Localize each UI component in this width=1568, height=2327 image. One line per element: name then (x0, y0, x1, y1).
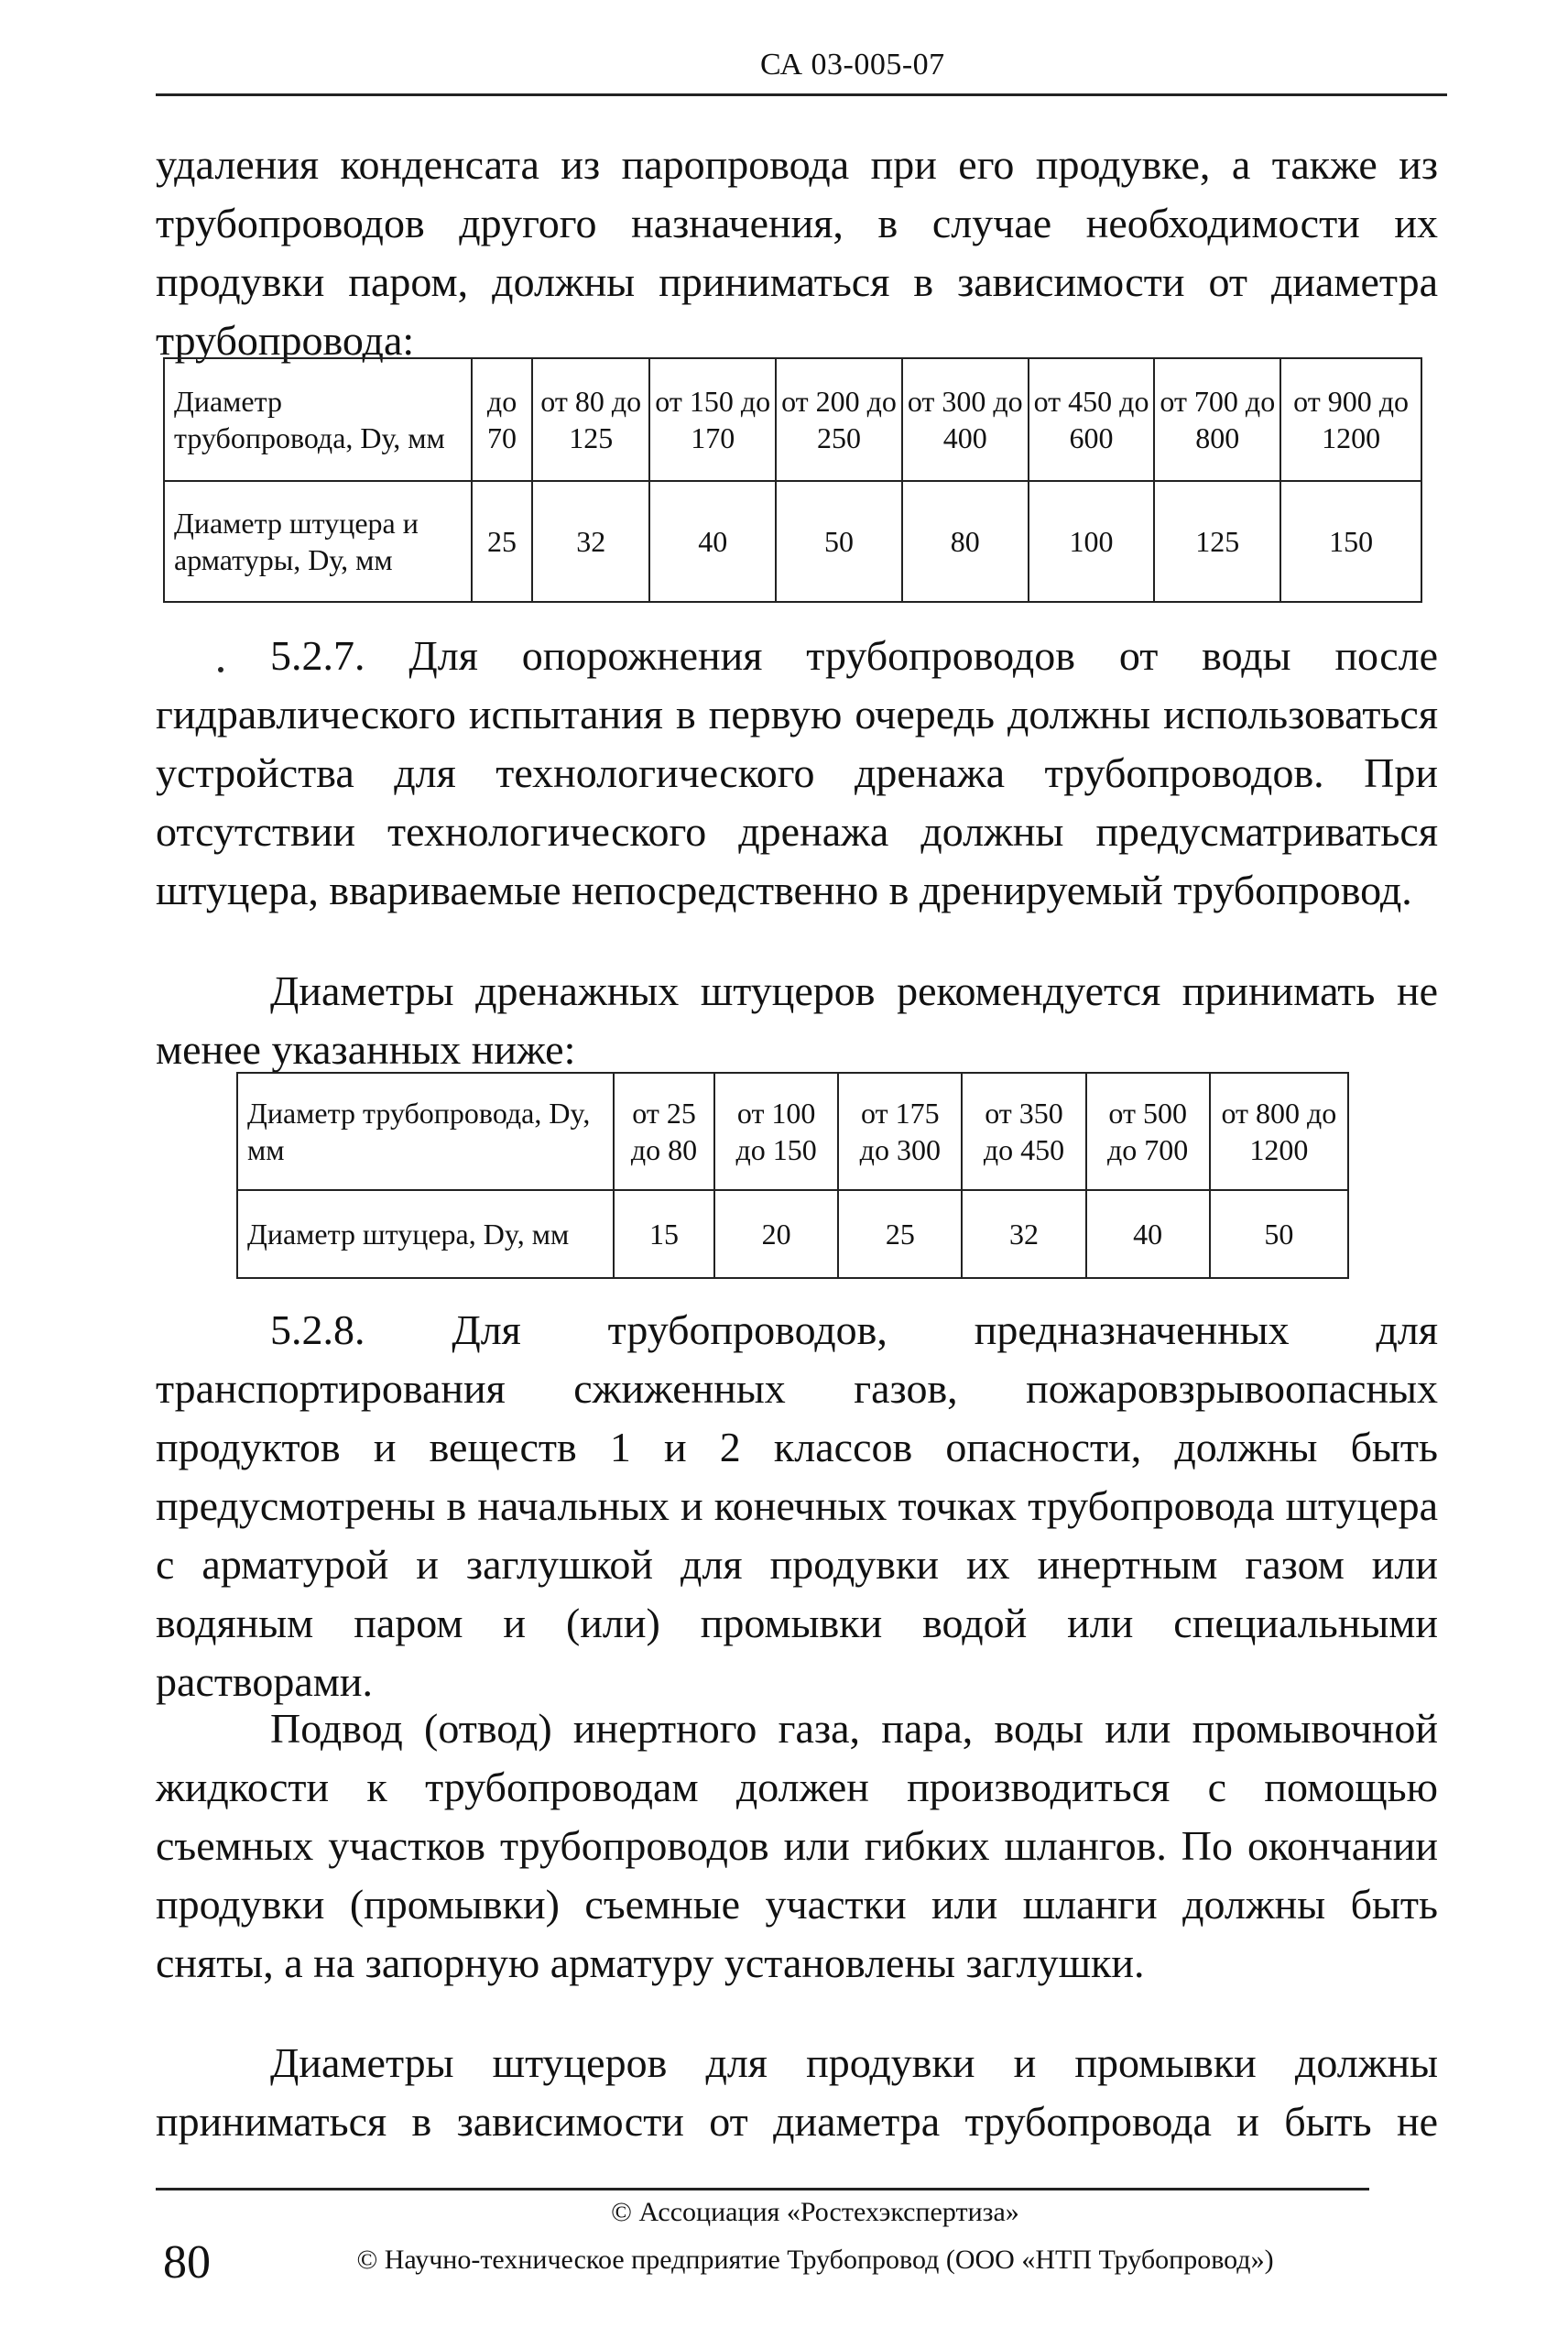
paragraph-5-2-8: 5.2.8. Для трубопроводов, предназначенных для транспортирования сжиженных газов, пожаровзрывоопасных продуктов и веществ 1 и 2 классов опасности, должны быть предусмотрены в начальных и конечных точках трубопровода штуцера с арматурой и заглушкой для продувки их инертным газом или водяным паром и (или) промывки водой или специальными растворами. (156, 1306, 1438, 1705)
table-row (164, 481, 1421, 602)
table-drain-fittings-steam (163, 357, 1422, 603)
table-cell: 40 (1086, 1190, 1210, 1278)
table-drain-fittings (236, 1072, 1349, 1279)
paragraph-drain-diameters: Диаметры дренажных штуцеров рекомендуется принимать не менее указанных ниже: (156, 967, 1438, 1073)
table-cell: 40 (649, 481, 776, 602)
table-cell: 25 (838, 1190, 962, 1278)
table-row (164, 358, 1421, 481)
table-cell: от 500 до 700 (1086, 1073, 1210, 1190)
table-cell: 50 (776, 481, 902, 602)
table-cell: 150 (1280, 481, 1421, 602)
table-row-header: Диаметр штуцера и арматуры, Dу, мм (164, 481, 472, 602)
table-row (237, 1073, 1348, 1190)
table-cell: 15 (614, 1190, 714, 1278)
footer-copyright-company: © Научно-техническое предприятие Трубопровод (ООО «НТП Трубопровод») (356, 2245, 1274, 2275)
table-cell: 80 (902, 481, 1029, 602)
table-row-header: Диаметр штуцера, Dy, мм (237, 1190, 614, 1278)
table-cell: от 100 до 150 (714, 1073, 838, 1190)
table-cell: 25 (472, 481, 532, 602)
table-cell: 125 (1154, 481, 1280, 602)
table-row-header: Диаметр трубопровода, Dy, мм (237, 1073, 614, 1190)
table-cell: от 350 до 450 (962, 1073, 1085, 1190)
header-rule (156, 93, 1447, 96)
table-cell: от 700 до 800 (1154, 358, 1280, 481)
page-number: 80 (163, 2236, 211, 2289)
paragraph-5-2-7: 5.2.7. Для опорожнения трубопроводов от воды после гидравлического испытания в первую очередь должны использоваться устройства для технологического дренажа трубопроводов. При отсутствии технологического дренажа должны предусматриваться штуцера, ввариваемые непосредственно в дренируемый трубопровод. (156, 632, 1438, 913)
paragraph-supply: Подвод (отвод) инертного газа, пара, воды или промывочной жидкости к трубопроводам должен производиться с помощью съемных участков трубопроводов или гибких шлангов. По окончании продувки (промывки) съемные участки или шланги должны быть сняты, а на запорную арматуру установлены заглушки. (156, 1705, 1438, 1986)
table-cell: 20 (714, 1190, 838, 1278)
table-cell: от 80 до 125 (532, 358, 649, 481)
table-row (237, 1190, 1348, 1278)
table-cell: от 175 до 300 (838, 1073, 962, 1190)
table-cell: 100 (1029, 481, 1155, 602)
paragraph-blowdown-diameters: Диаметры штуцеров для продувки и промывки должны приниматься в зависимости от диаметра трубопровода и быть не (156, 2039, 1438, 2145)
table-cell: от 150 до 170 (649, 358, 776, 481)
header-code: СА 03-005-07 (760, 48, 945, 82)
table-cell: от 800 до 1200 (1210, 1073, 1348, 1190)
footer-rule (156, 2188, 1369, 2190)
table-cell: от 25 до 80 (614, 1073, 714, 1190)
table-cell: от 200 до 250 (776, 358, 902, 481)
table-cell: от 900 до 1200 (1280, 358, 1421, 481)
table-cell: до 70 (472, 358, 532, 481)
table-cell: 32 (962, 1190, 1085, 1278)
table-cell: от 300 до 400 (902, 358, 1029, 481)
table-row-header: Диаметр трубопровода, Dу, мм (164, 358, 472, 481)
paragraph-intro: удаления конденсата из паропровода при его продувке, а также из трубопроводов другого назначения, в случае необходимости их продувки паром, должны приниматься в зависимости от диаметра трубопровода: (156, 141, 1438, 364)
table-cell: 50 (1210, 1190, 1348, 1278)
table-cell: 32 (532, 481, 649, 602)
table-cell: от 450 до 600 (1029, 358, 1155, 481)
footer-copyright-association: © Ассоциация «Ростехэкспертиза» (611, 2197, 1019, 2227)
